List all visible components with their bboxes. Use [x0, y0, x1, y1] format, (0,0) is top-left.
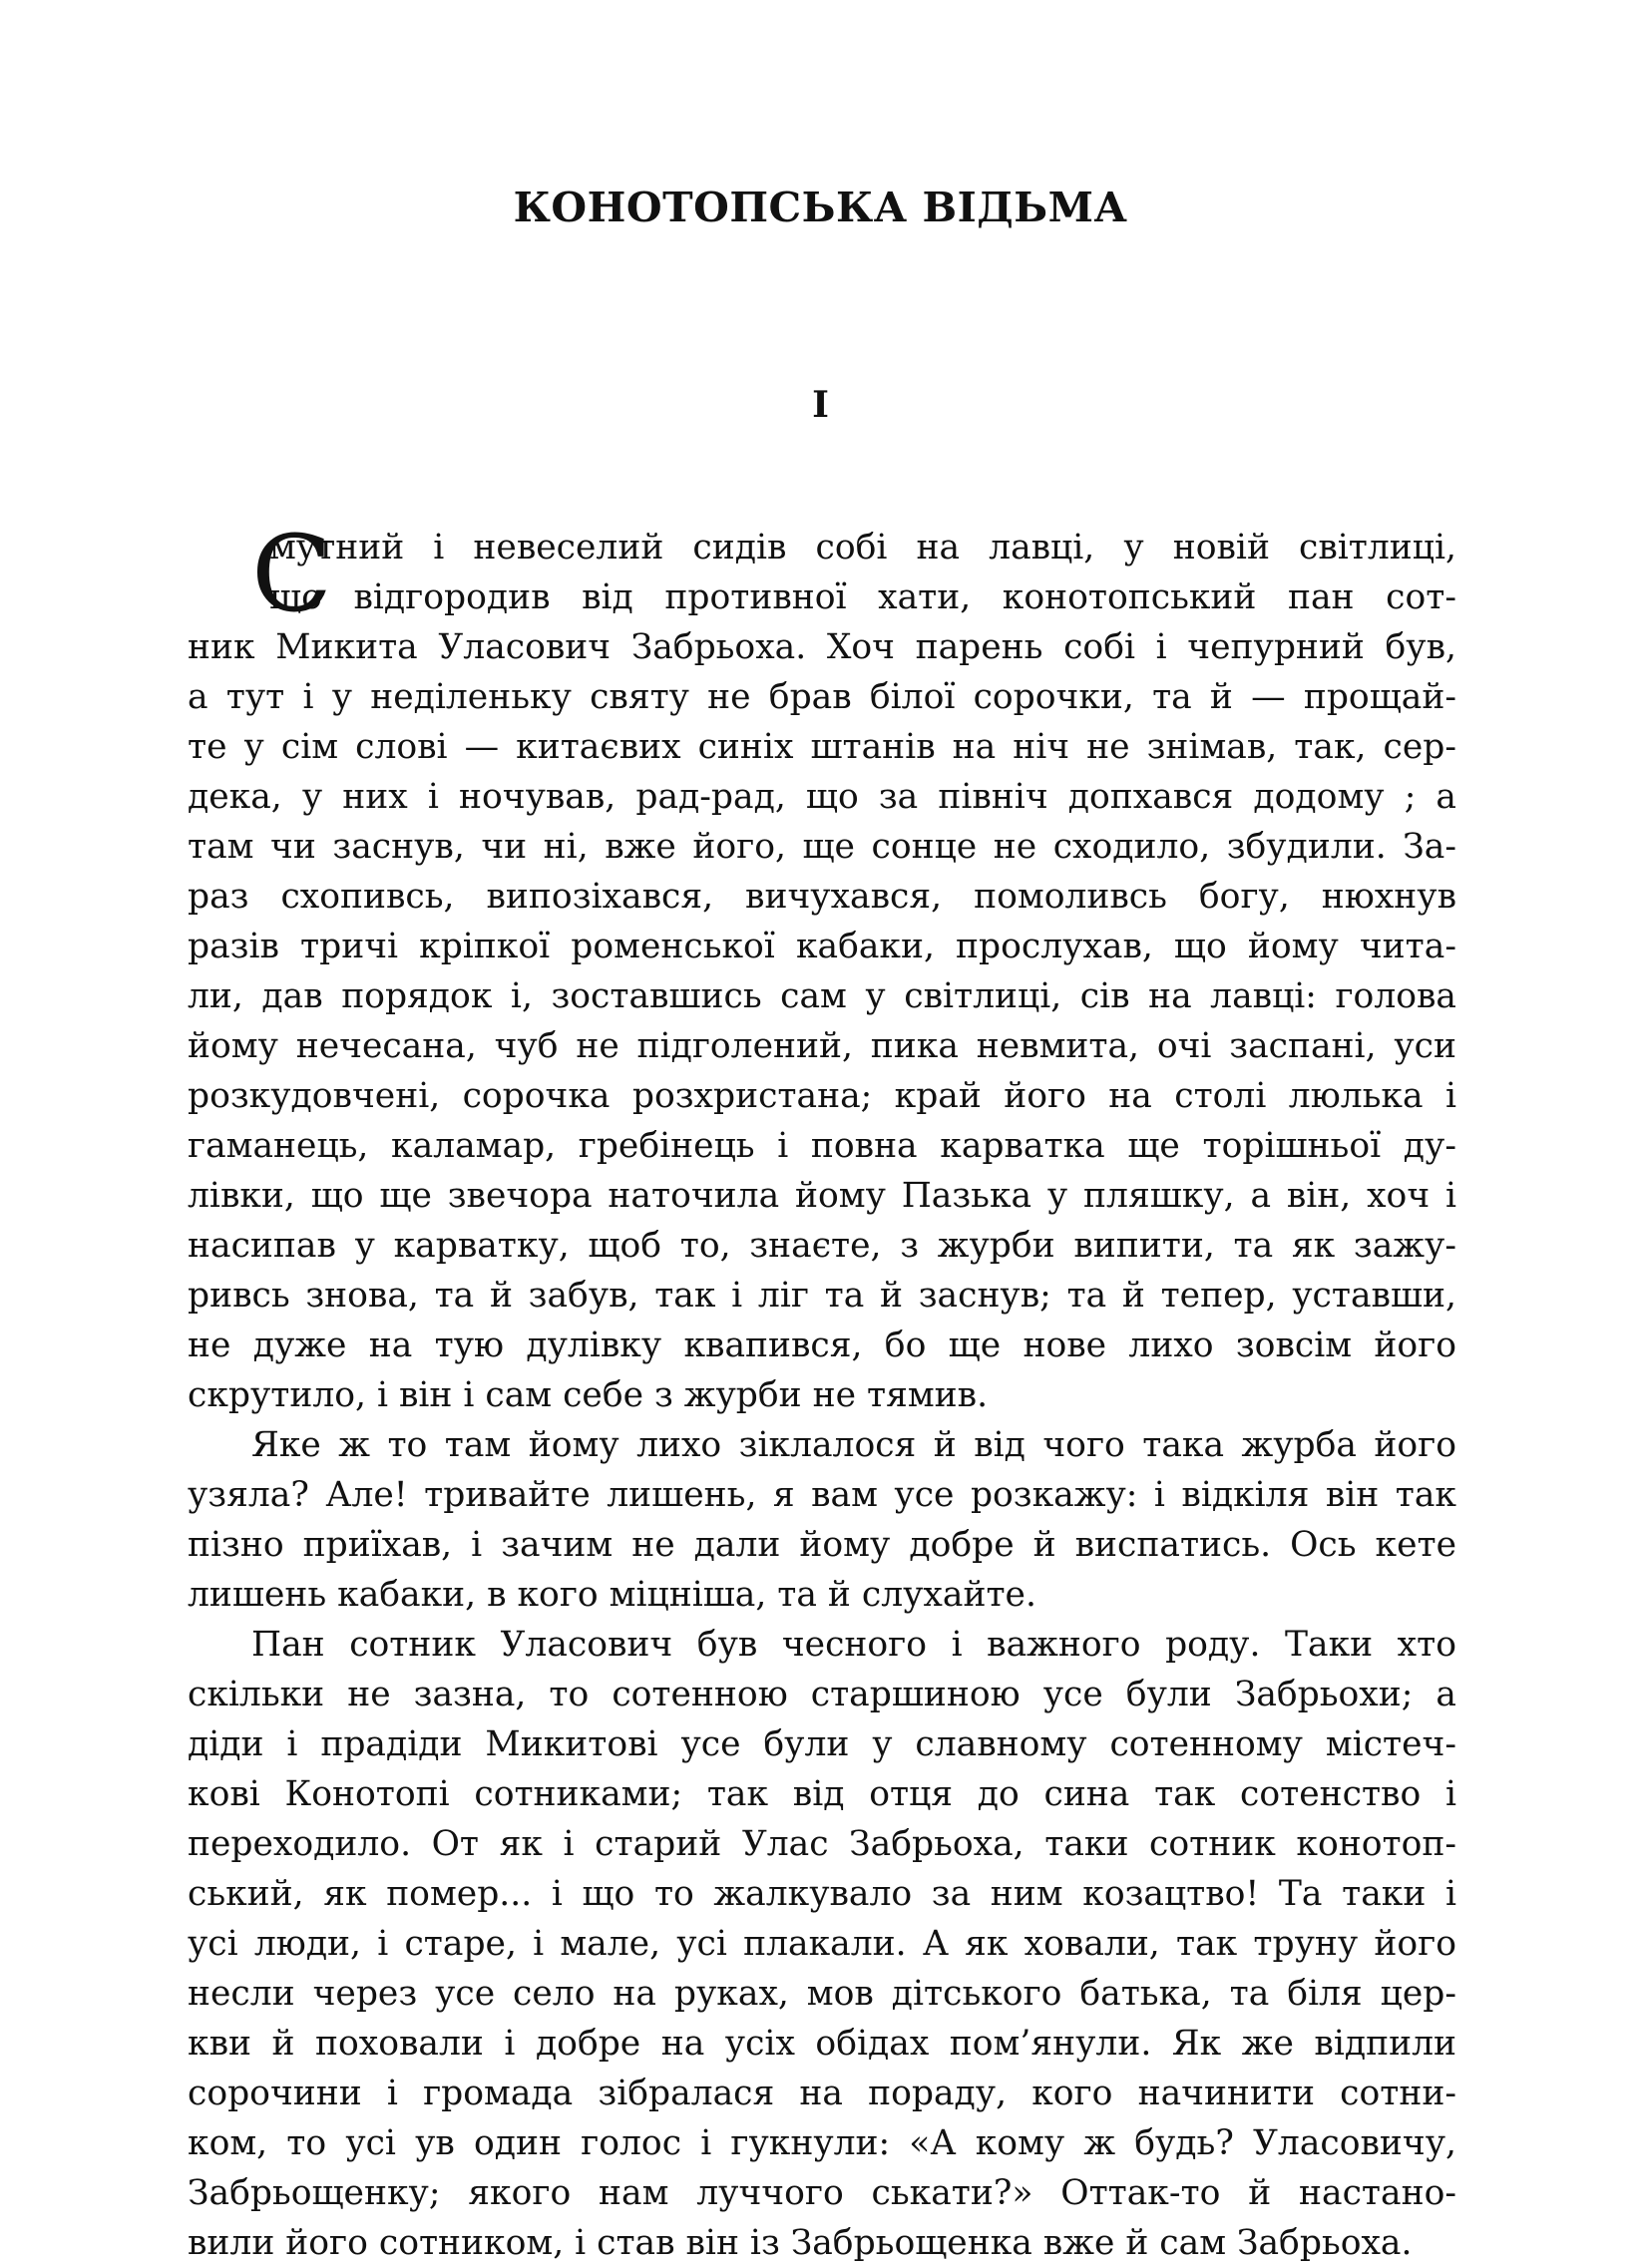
text-line: Яке ж то там йому лихо зіклалося й від чого така журба його — [251, 1425, 1456, 1465]
text-line: кові Конотопі сотниками; так від отця до сина так сотенство і — [188, 1774, 1456, 1814]
text-line: раз схопивсь, випозіхався, вичухався, помоливсь богу, нюхнув — [188, 877, 1456, 917]
book-title: КОНОТОПСЬКА ВІДЬМА — [513, 184, 1128, 231]
text-line: ли, дав порядок і, зоставшись сам у світлиці, сів на лавці: голова — [188, 976, 1456, 1016]
text-line: ком, то усі ув один голос і гукнули: «А кому ж будь? Уласовичу, — [188, 2123, 1456, 2163]
text-line: несли через усе село на руках, мов дітського батька, та біля цер- — [188, 1974, 1456, 2014]
text-line: ривсь знова, та й забув, так і ліг та й заснув; та й тепер, уставши, — [188, 1276, 1456, 1316]
text-line: гаманець, каламар, гребінець і повна карватка ще торішньої ду- — [188, 1126, 1456, 1166]
text-line: що відгородив від противної хати, конотопський пан сот- — [269, 577, 1456, 617]
drop-cap-letter: С — [251, 513, 333, 635]
text-line: насипав у карватку, щоб то, знаєте, з журби випити, та як зажу- — [188, 1226, 1456, 1266]
text-line: те у сім слові — китаєвих синіх штанів на ніч не знімав, так, сер- — [188, 727, 1456, 767]
text-line: переходило. От як і старий Улас Забрьоха, таки сотник конотоп- — [188, 1824, 1456, 1864]
text-line: Забрьощенку; якого нам луччого ськати?» Оттак-то й настано- — [188, 2173, 1456, 2213]
text-line: Пан сотник Уласович був чесного і важного роду. Таки хто — [251, 1625, 1456, 1665]
text-line: узяла? Але! тривайте лишень, я вам усе розкажу: і відкіля він так — [188, 1475, 1456, 1515]
body-text — [188, 513, 1456, 2268]
text-line: кви й поховали і добре на усіх обідах пом’янули. Як же відпили — [188, 2024, 1456, 2064]
text-line: а тут і у неділеньку святу не брав білої сорочки, та й — прощай- — [188, 677, 1456, 717]
text-line: мутний і невеселий сидів собі на лавці, у новій світлиці, — [269, 528, 1456, 567]
text-line: ник Микита Уласович Забрьоха. Хоч парень собі і чепурний був, — [188, 627, 1456, 667]
text-line: лівки, що ще звечора наточила йому Пазька у пляшку, а він, хоч і — [188, 1176, 1456, 1216]
text-line: пізно приїхав, і зачим не дали йому добре й виспатись. Ось кете — [188, 1525, 1456, 1565]
text-line: ський, як помер... і що то жалкувало за ним козацтво! Та таки і — [188, 1874, 1456, 1914]
text-line: йому нечесана, чуб не підголений, пика невмита, очі заспані, уси — [188, 1026, 1456, 1066]
text-line: лишень кабаки, в кого міцніша, та й слухайте. — [188, 1575, 1036, 1615]
text-line: діди і прадіди Микитові усе були у славному сотенному містеч- — [188, 1724, 1456, 1764]
text-line: розкудовчені, сорочка розхристана; край його на столі люлька і — [188, 1076, 1456, 1116]
text-line: разів тричі кріпкої роменської кабаки, прослухав, що йому чита- — [188, 927, 1456, 966]
chapter-number: I — [812, 384, 829, 426]
text-line: не дуже на тую дулівку квапився, бо ще нове лихо зовсім його — [188, 1325, 1456, 1365]
text-line: усі люди, і старе, і мале, усі плакали. А як ховали, так труну його — [188, 1924, 1456, 1964]
text-line: скрутило, і він і сам себе з журби не тямив. — [188, 1375, 989, 1415]
text-line: сорочини і громада зібралася на пораду, кого начинити сотни- — [188, 2074, 1456, 2113]
text-line: вили його сотником, і став він із Забрьощенка вже й сам Забрьоха. — [188, 2223, 1413, 2263]
text-line: дека, у них і ночував, рад-рад, що за північ допхався додому ; а — [188, 777, 1456, 817]
text-line: скільки не зазна, то сотенною старшиною усе були Забрьохи; а — [188, 1675, 1456, 1714]
text-line: там чи заснув, чи ні, вже його, ще сонце не сходило, збудили. За- — [188, 827, 1456, 867]
